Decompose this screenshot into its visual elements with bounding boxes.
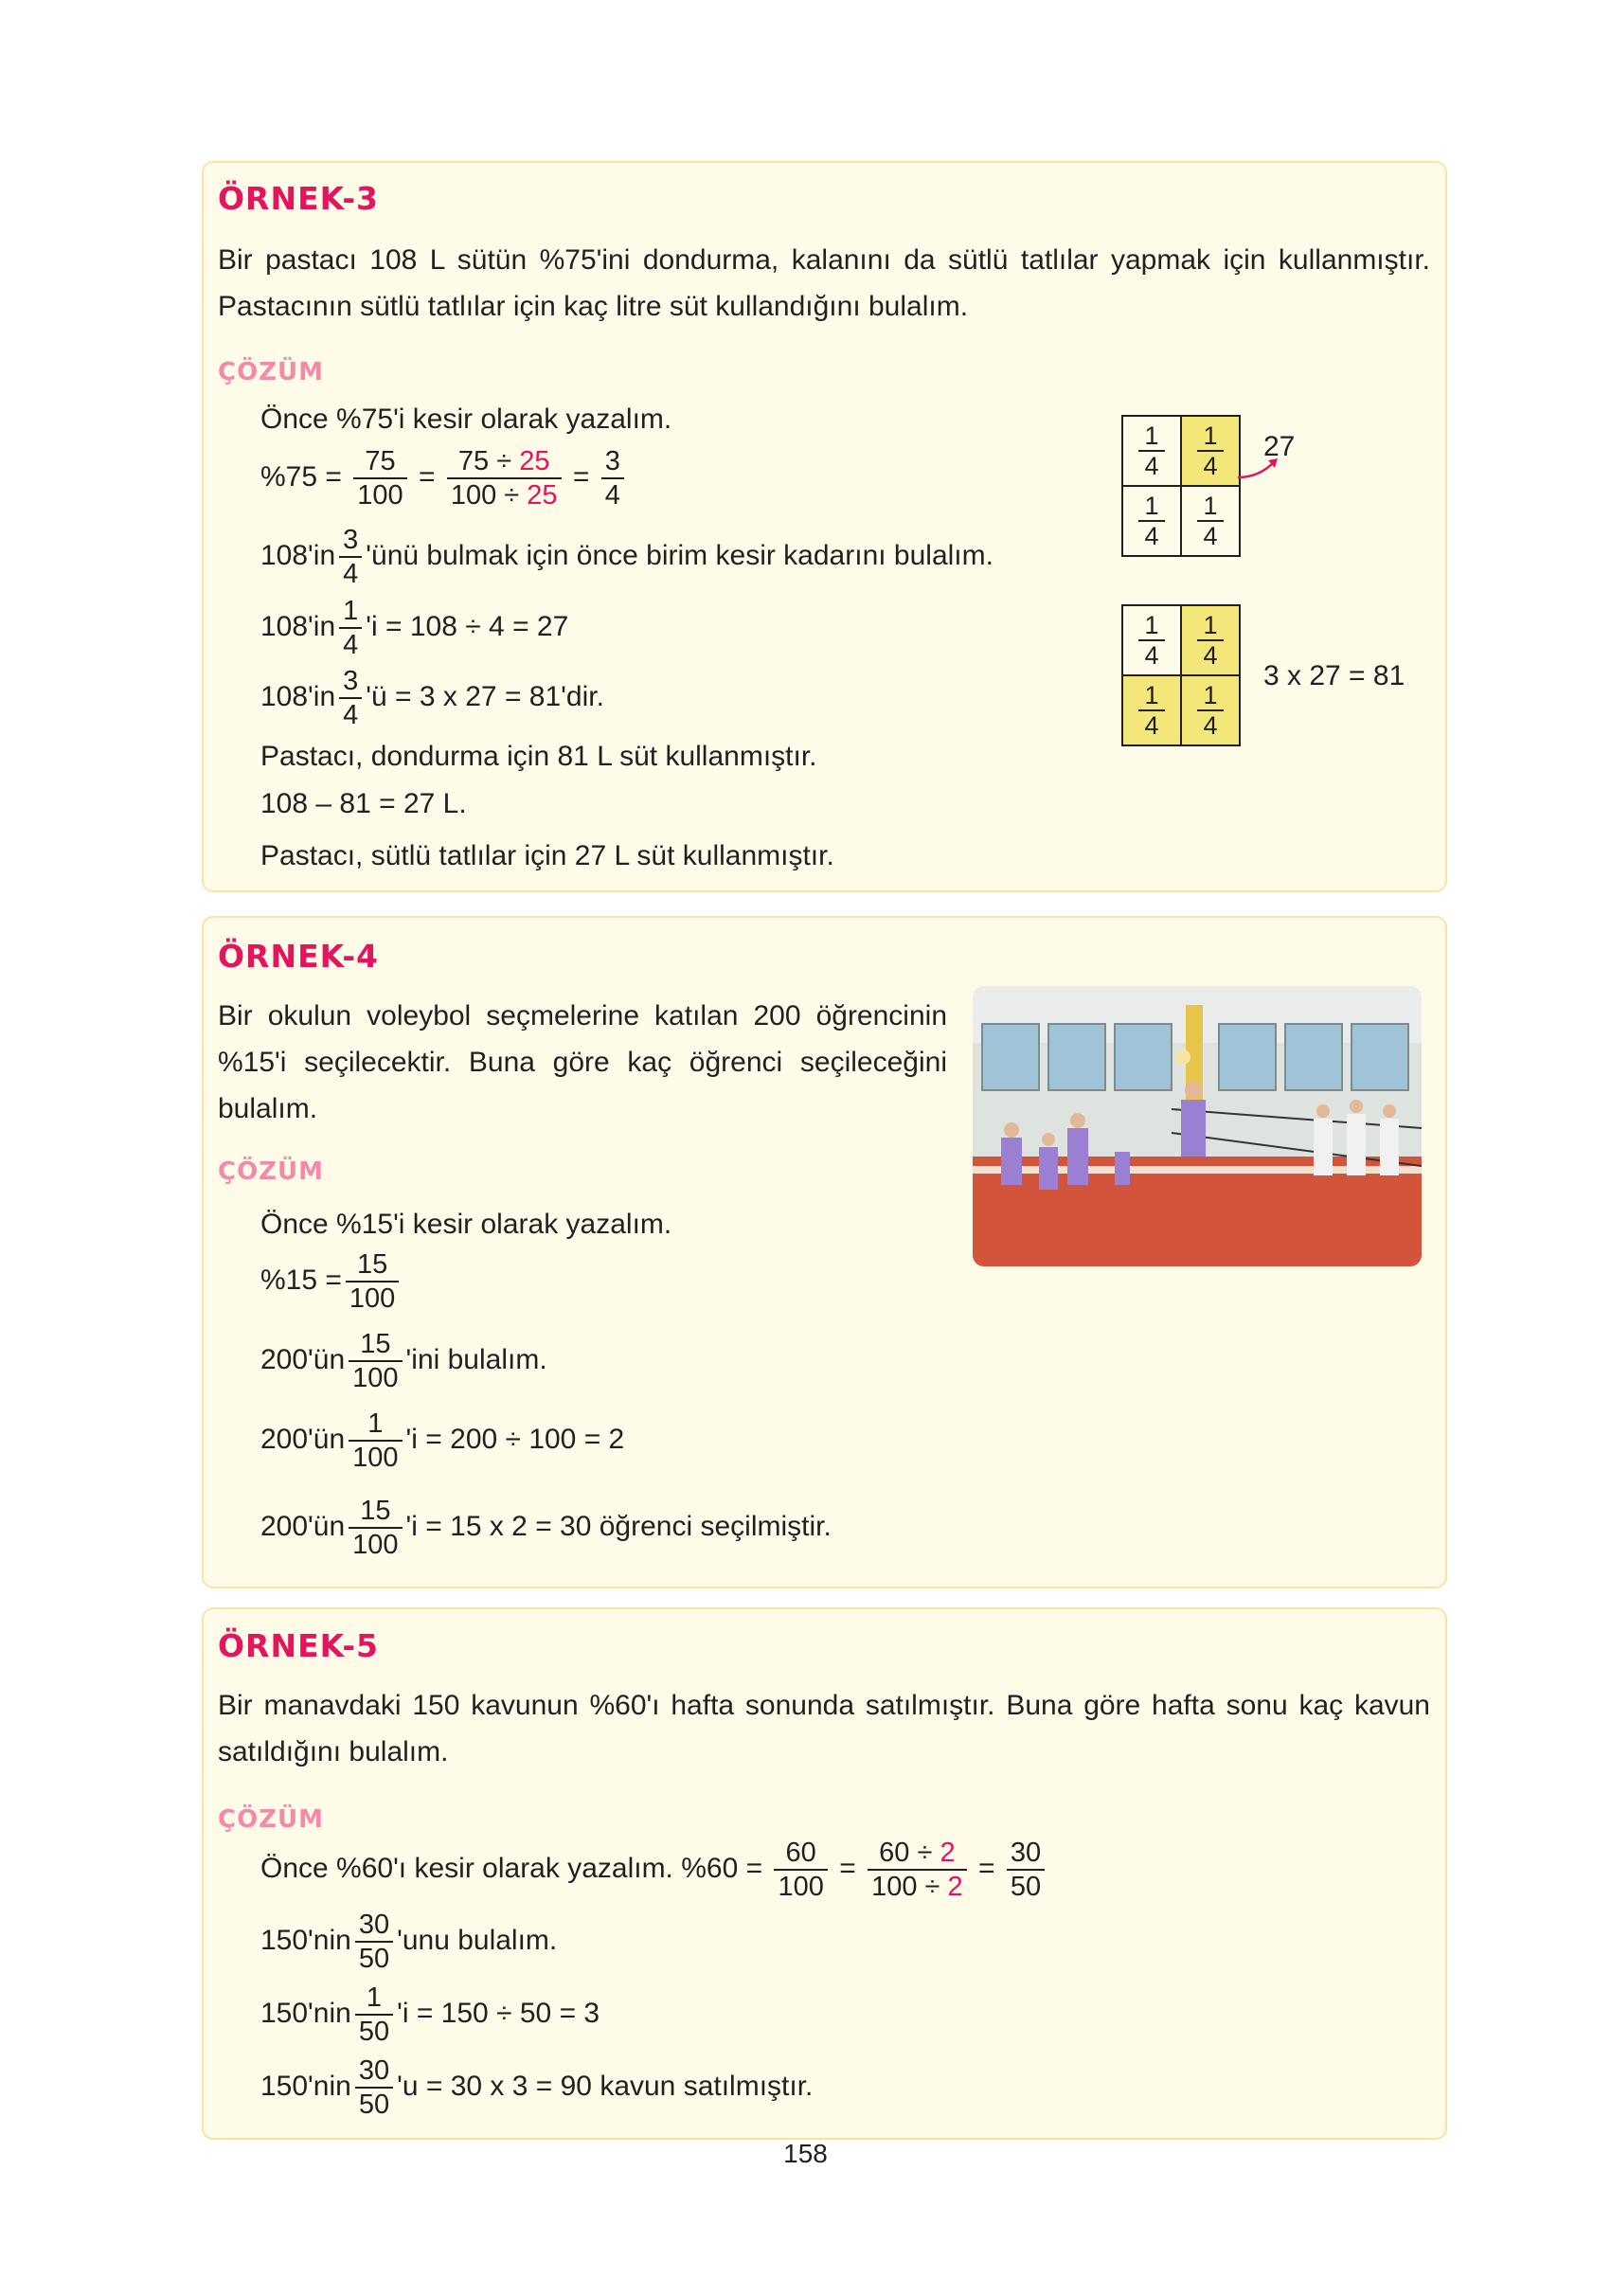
fraction-75-100: $\frac{75}{100}$ [353,445,406,511]
fraction-3-4: $\frac{3}{4}$ [601,445,624,511]
example-3-line-2: %75 = $\frac{75}{100}$ = $\frac{75 \div 25}{100 \div 25}$ = $\frac{3}{4}$ [260,445,628,511]
grid-cell-shaded: $\frac{1}{4}$ [1181,675,1240,745]
example-3-solution-label: ÇÖZÜM [218,358,325,386]
example-5-solution-label: ÇÖZÜM [218,1805,325,1834]
example-5-line-3: 150'nin $\frac{1}{50}$ 'i = 150 ÷ 50 = 3 [260,1982,600,2047]
example-5-problem: Bir manavdaki 150 kavunun %60'ı hafta sonunda satılmıştır. Buna göre hafta sonu kaç kavun satıldığını bulalım. [218,1690,1430,1767]
example-4-line-1: Önce %15'i kesir olarak yazalım. [260,1209,672,1240]
example-3-line-1: Önce %75'i kesir olarak yazalım. [260,404,672,435]
example-5-line-4: 150'nin $\frac{30}{50}$ 'u = 30 x 3 = 90 kavun satılmıştır. [260,2055,814,2120]
grid-cell-shaded: $\frac{1}{4}$ [1181,416,1240,486]
example-3-line-7: 108 – 81 = 27 L. [260,788,467,819]
example-3-line-3: 108'in $\frac{3}{4}$ 'ünü bulmak için önce birim kesir kadarını bulalım. [260,525,993,589]
grid-cell: $\frac{1}{4}$ [1122,486,1181,556]
example-3-heading: ÖRNEK-3 [218,180,379,217]
example-3-line-5: 108'in $\frac{3}{4}$ 'ü = 3 x 27 = 81'dir. [260,666,604,730]
example-4-solution-label: ÇÖZÜM [218,1157,325,1186]
example-4-heading: ÖRNEK-4 [218,938,379,975]
grid-cell: $\frac{1}{4}$ [1122,605,1181,675]
example-3-line-8: Pastacı, sütlü tatlılar için 27 L süt kullanmıştır. [260,840,834,871]
example-3-line-4: 108'in $\frac{1}{4}$ 'i = 108 ÷ 4 = 27 [260,596,569,660]
grid-label-81: 3 x 27 = 81 [1263,660,1405,691]
quarter-grid-three-shaded [1121,604,1241,746]
fraction-75-div-25: $\frac{75 \div 25}{100 \div 25}$ [447,445,562,511]
example-4-problem: Bir okulun voleybol seçmelerine katılan 200 öğrencinin %15'i seçilecektir. Buna göre kaç öğrenci seçileceğini bulalım. [218,1000,947,1124]
example-5-line-2: 150'nin $\frac{30}{50}$ 'unu bulalım. [260,1910,558,1974]
example-3-line-6: Pastacı, dondurma için 81 L süt kullanmıştır. [260,741,817,772]
grid-cell: $\frac{1}{4}$ [1181,486,1240,556]
example-5-heading: ÖRNEK-5 [218,1627,379,1664]
example-4-line-5: 200'ün $\frac{15}{100}$ 'i = 15 x 2 = 30 öğrenci seçilmiştir. [260,1496,832,1560]
grid-label-27: 27 [1263,431,1296,462]
volleyball-photo [973,986,1422,1266]
grid-cell-shaded: $\frac{1}{4}$ [1181,605,1240,675]
volleyball-scene-image [973,986,1422,1266]
page-number: 158 [783,2139,828,2168]
example-5-line-1: Önce %60'ı kesir olarak yazalım. %60 = $\frac{60}{100}$ = $\frac{60 \div 2}{100 \div 2}$ = $\frac{30}{50}$ [260,1837,1048,1903]
example-4-line-3: 200'ün $\frac{15}{100}$ 'ini bulalım. [260,1329,547,1393]
quarter-grid-one-shaded [1121,415,1241,557]
grid-cell: $\frac{1}{4}$ [1122,416,1181,486]
example-4-line-4: 200'ün $\frac{1}{100}$ 'i = 200 ÷ 100 = 2 [260,1408,625,1473]
example-3-problem: Bir pastacı 108 L sütün %75'ini dondurma, kalanını da sütlü tatlılar yapmak için kullanmıştır. Pastacının sütlü tatlılar için kaç litre süt kullandığını bulalım. [218,244,1430,322]
example-4-line-2: %15 = $\frac{15}{100}$ [260,1248,403,1315]
grid-cell-shaded: $\frac{1}{4}$ [1122,675,1181,745]
